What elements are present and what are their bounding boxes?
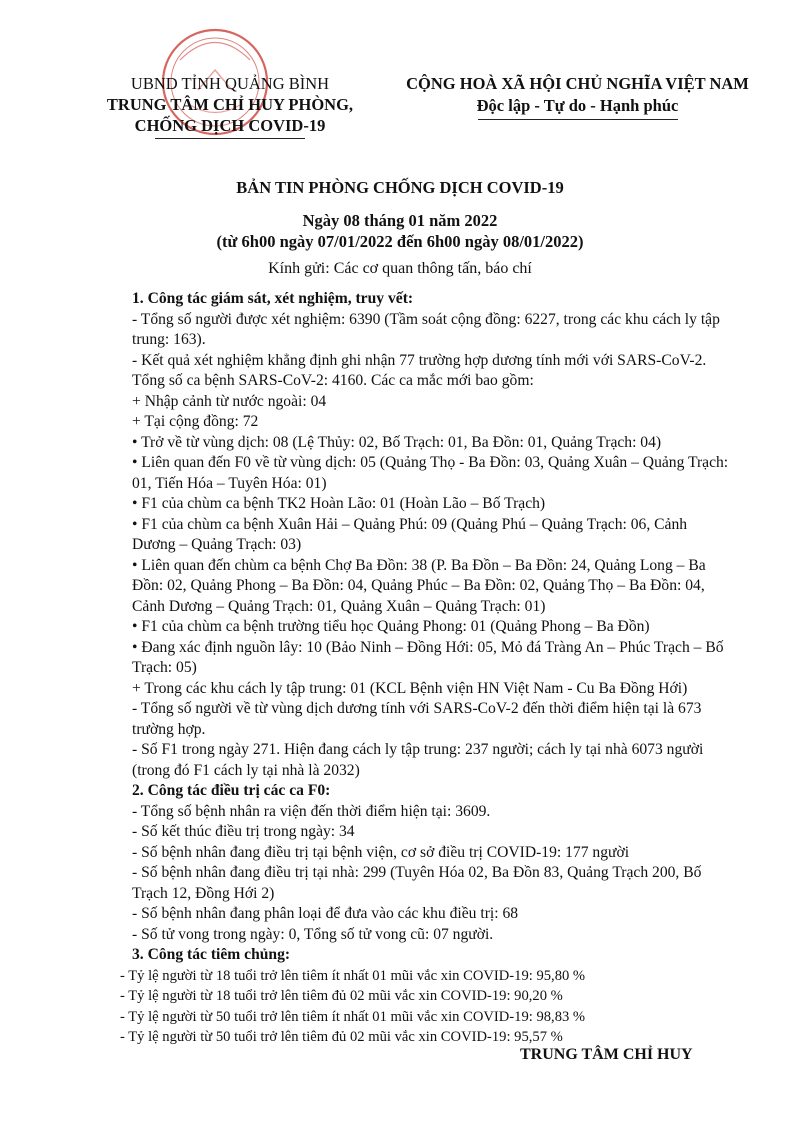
section-1-heading: 1. Công tác giám sát, xét nghiệm, truy vết:: [132, 290, 414, 307]
bulletin-body: [120, 289, 732, 1048]
list-item: - Tỷ lệ người từ 18 tuổi trở lên tiêm ít nhất 01 mũi vắc xin COVID-19: 95,80 %: [120, 967, 586, 984]
agency-line-3: CHỐNG DỊCH COVID-19: [134, 116, 326, 135]
section-2-heading: 2. Công tác điều trị các ca F0:: [132, 782, 331, 799]
list-item: + Nhập cảnh từ nước ngoài: 04: [132, 392, 327, 410]
list-item: • F1 của chùm ca bệnh TK2 Hoàn Lão: 01 (Hoàn Lão – Bố Trạch): [132, 495, 546, 512]
national-motto: [380, 73, 775, 120]
list-item: + Trong các khu cách ly tập trung: 01 (KCL Bệnh viện HN Việt Nam - Cu Ba Đồng Hới): [132, 679, 688, 697]
motto-underline: [478, 119, 678, 120]
bulletin-date: Ngày 08 tháng 01 năm 2022: [302, 211, 498, 230]
list-item: - Số bệnh nhân đang điều trị tại nhà: 299 (Tuyên Hóa 02, Ba Đồn 83, Quảng Trạch 200, Bố Trạch 12, Đồng Hới 2): [132, 864, 702, 902]
recipient-line: Kính gửi: Các cơ quan thông tấn, báo chí: [268, 260, 532, 277]
motto: Độc lập - Tự do - Hạnh phúc: [476, 96, 679, 115]
list-item: • F1 của chùm ca bệnh Xuân Hải – Quảng Phú: 09 (Quảng Phú – Quảng Trạch: 06, Cảnh Dương – Quảng Trạch: 03): [132, 515, 688, 553]
list-item: - Tỷ lệ người từ 50 tuổi trở lên tiêm đủ 02 mũi vắc xin COVID-19: 95,57 %: [120, 1029, 563, 1045]
agency-line-1: UBND TỈNH QUẢNG BÌNH: [130, 74, 330, 93]
agency-line-2: TRUNG TÂM CHỈ HUY PHÒNG,: [106, 95, 354, 114]
list-item: - Số tử vong trong ngày: 0, Tổng số tử vong cũ: 07 người.: [132, 925, 494, 943]
list-item: • Liên quan đến chùm ca bệnh Chợ Ba Đồn: 38 (P. Ba Đồn – Ba Đồn: 24, Quảng Long – Ba Đồn: 02, Quảng Phong – Ba Đồn: 04, Quảng Phúc – Ba Đồn: 02, Quảng Thọ – Ba Đồn: 04, Cảnh Dương – Quảng Trạch: 01, Quảng Xuân – Quảng Trạch: 01): [132, 556, 706, 615]
list-item: • F1 của chùm ca bệnh trường tiểu học Quảng Phong: 01 (Quảng Phong – Ba Đồn): [132, 618, 650, 635]
bulletin-title: BẢN TIN PHÒNG CHỐNG DỊCH COVID-19: [236, 178, 564, 197]
bulletin-time-range: (từ 6h00 ngày 07/01/2022 đến 6h00 ngày 08/01/2022): [216, 232, 584, 251]
list-item: • Đang xác định nguồn lây: 10 (Bảo Ninh – Đồng Hới: 05, Mỏ đá Tràng An – Phúc Trạch – Bố Trạch: 05): [132, 638, 724, 676]
agency-underline: [155, 138, 305, 139]
section-3-heading: 3. Công tác tiêm chủng:: [132, 946, 291, 963]
list-item: • Trở về từ vùng dịch: 08 (Lệ Thủy: 02, Bố Trạch: 01, Ba Đồn: 01, Quảng Trạch: 04): [132, 433, 662, 451]
signature-block: TRUNG TÂM CHỈ HUY: [520, 1046, 693, 1063]
country-name: CỘNG HOÀ XÃ HỘI CHỦ NGHĨA VIỆT NAM: [406, 74, 749, 93]
list-item: - Số bệnh nhân đang phân loại để đưa vào các khu điều trị: 68: [132, 905, 519, 922]
list-item: - Số kết thúc điều trị trong ngày: 34: [132, 823, 355, 840]
list-item: - Số F1 trong ngày 271. Hiện đang cách ly tập trung: 237 người; cách ly tại nhà 6073 người (trong đó F1 cách ly tại nhà là 2032): [132, 741, 704, 779]
list-item: - Tổng số bệnh nhân ra viện đến thời điểm hiện tại: 3609.: [132, 802, 491, 820]
list-item: - Tổng số người về từ vùng dịch dương tính với SARS-CoV-2 đến thời điểm hiện tại là 673 trường hợp.: [132, 700, 702, 738]
list-item: - Tổng số người được xét nghiệm: 6390 (Tầm soát cộng đồng: 6227, trong các khu cách ly tập trung: 163).: [132, 310, 720, 348]
list-item: - Tỷ lệ người từ 18 tuổi trở lên tiêm đủ 02 mũi vắc xin COVID-19: 90,20 %: [120, 988, 563, 1004]
issuing-agency: [80, 73, 380, 139]
list-item: • Liên quan đến F0 về từ vùng dịch: 05 (Quảng Thọ - Ba Đồn: 03, Quảng Xuân – Quảng Trạch: 01, Tiến Hóa – Tuyên Hóa: 01): [132, 454, 729, 492]
list-item: + Tại cộng đồng: 72: [132, 413, 259, 430]
list-item: - Tỷ lệ người từ 50 tuổi trở lên tiêm ít nhất 01 mũi vắc xin COVID-19: 98,83 %: [120, 1008, 586, 1025]
list-item: - Kết quả xét nghiệm khẳng định ghi nhận 77 trường hợp dương tính mới với SARS-CoV-2. Tổng số ca bệnh SARS-CoV-2: 4160. Các ca mắc mới bao gồm:: [132, 351, 707, 389]
list-item: - Số bệnh nhân đang điều trị tại bệnh viện, cơ sở điều trị COVID-19: 177 người: [132, 843, 630, 861]
